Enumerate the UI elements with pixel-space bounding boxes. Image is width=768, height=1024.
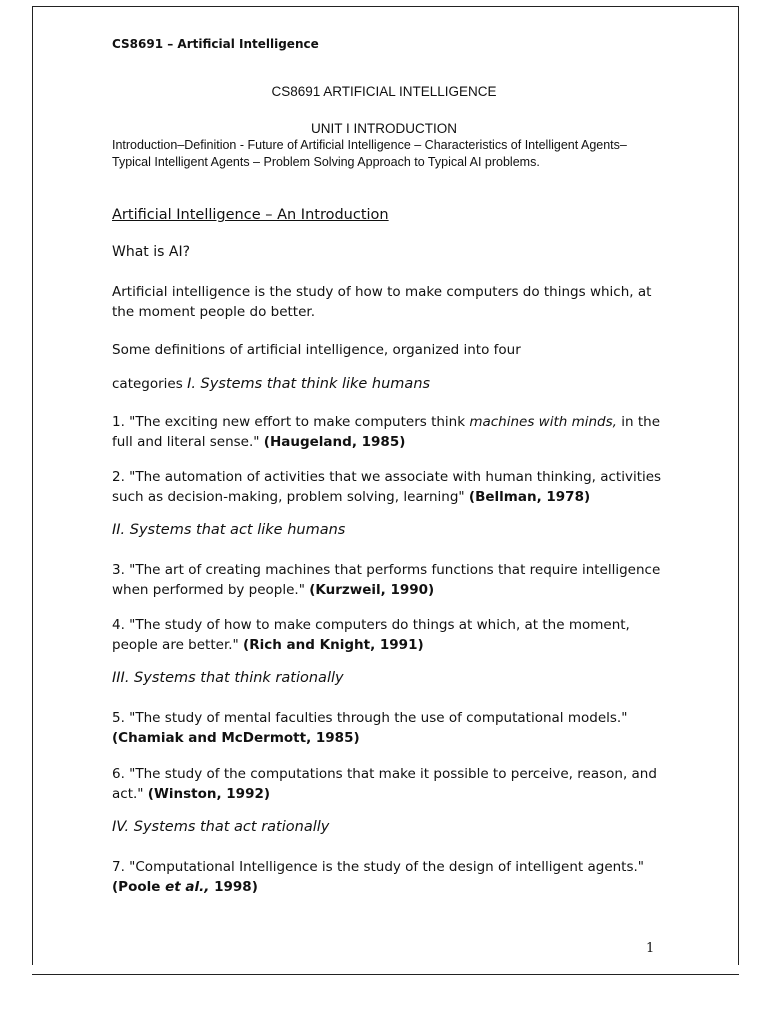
citation-5: (Chamiak and McDermott, 1985) bbox=[112, 730, 360, 746]
page-frame-left bbox=[32, 6, 33, 965]
section-title: Artificial Intelligence – An Introduction bbox=[112, 207, 389, 223]
question-heading: What is AI? bbox=[112, 244, 191, 260]
definitions-intro: Some definitions of artificial intelligence, organized into four bbox=[112, 342, 521, 358]
definition-5: 5. "The study of mental faculties through the use of computational models." (Chamiak and McDermott, 1985) bbox=[112, 710, 628, 746]
page-frame-right bbox=[738, 6, 739, 965]
page-number: 1 bbox=[646, 941, 655, 956]
categories-line bbox=[112, 374, 662, 394]
definition-6: 6. "The study of the computations that make it possible to perceive, reason, and act." (Winston, 1992) bbox=[112, 766, 657, 802]
category-heading-1: I. Systems that think like humans bbox=[187, 376, 431, 392]
page-frame-bottom bbox=[32, 974, 739, 975]
citation-2: (Bellman, 1978) bbox=[468, 489, 591, 505]
definition-4: 4. "The study of how to make computers do things at which, at the moment, people are better." (Rich and Knight, 1991) bbox=[112, 617, 630, 653]
citation-7: (Poole et al., 1998) bbox=[112, 879, 258, 895]
definition-7: 7. "Computational Intelligence is the study of the design of intelligent agents." (Poole et al., 1998) bbox=[112, 859, 645, 895]
category-heading-2: II. Systems that act like humans bbox=[112, 522, 346, 538]
categories-word: categories bbox=[112, 376, 183, 392]
definition-3: 3. "The art of creating machines that performs functions that require intelligence when performed by people." (Kurzweil, 1990) bbox=[112, 562, 661, 598]
definition-2: 2. "The automation of activities that we associate with human thinking, activities such as decision-making, problem solving, learning" (Bellman, 1978) bbox=[112, 469, 662, 505]
page-frame-top bbox=[32, 6, 739, 7]
document-title: CS8691 ARTIFICIAL INTELLIGENCE bbox=[271, 84, 497, 99]
citation-6: (Winston, 1992) bbox=[147, 786, 271, 802]
citation-1: (Haugeland, 1985) bbox=[263, 434, 406, 450]
intro-paragraph: Artificial intelligence is the study of how to make computers do things which, at the moment people do better. bbox=[112, 284, 652, 320]
citation-4: (Rich and Knight, 1991) bbox=[243, 637, 424, 653]
category-heading-4: IV. Systems that act rationally bbox=[112, 819, 330, 835]
unit-title: UNIT I INTRODUCTION bbox=[311, 121, 457, 136]
running-header: CS8691 – Artificial Intelligence bbox=[112, 37, 319, 51]
unit-topics: Introduction–Definition - Future of Artificial Intelligence – Characteristics of Intelligent Agents–Typical Intelligent Agents – Problem Solving Approach to Typical AI problems. bbox=[112, 138, 627, 169]
citation-3: (Kurzweil, 1990) bbox=[309, 582, 435, 598]
definition-1: 1. "The exciting new effort to make computers think machines with minds, in the full and literal sense." (Haugeland, 1985) bbox=[112, 414, 660, 450]
category-heading-3: III. Systems that think rationally bbox=[112, 670, 344, 686]
